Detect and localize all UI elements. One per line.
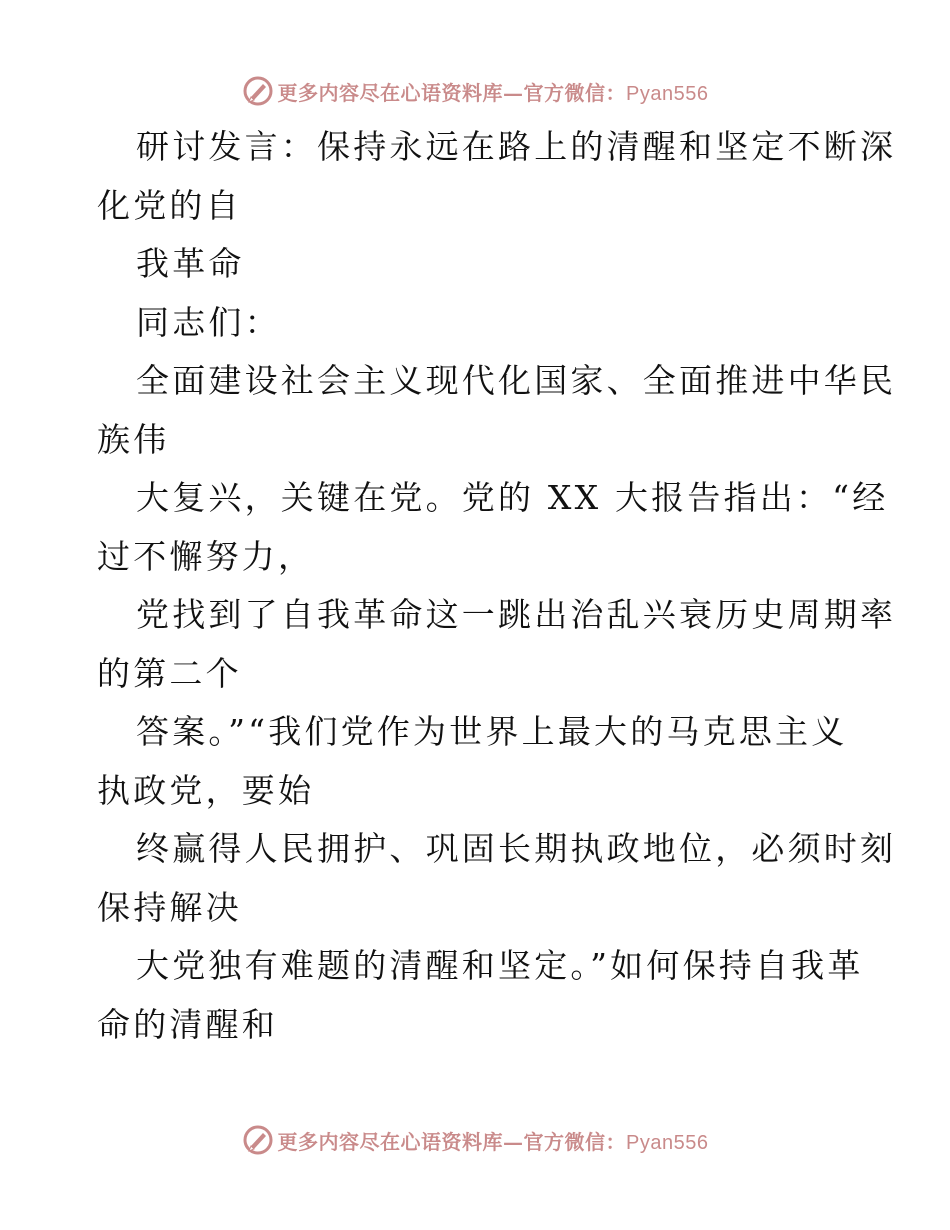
document-body [97,118,897,1054]
watermark-prefix: 更多内容尽在心语资料库—官方微信： [277,80,627,105]
document-line: 执政党，要始 [97,770,315,810]
watermark-handle: Pyan556 [626,1131,709,1154]
header-watermark [0,71,950,111]
watermark-text [278,1126,709,1155]
document-line: 我革命 [136,244,245,283]
pen-logo-icon [242,75,274,107]
document-line: 化党的自 [97,185,242,225]
document-line: 过不懈努力， [97,536,315,576]
watermark-handle: Pyan556 [626,82,709,105]
pen-logo-icon [242,1124,274,1156]
document-line: 保持解决 [97,887,242,927]
document-line: 命的清醒和 [97,1004,278,1044]
document-line: 党找到了自我革命这一跳出治乱兴衰历史周期率 [136,595,897,634]
watermark-text [278,77,709,106]
document-line: 全面建设社会主义现代化国家、全面推进中华民 [136,361,897,400]
document-line: 终赢得人民拥护、巩固长期执政地位，必须时刻 [136,829,897,868]
document-line: 大党独有难题的清醒和坚定。”如何保持自我革 [136,946,864,985]
watermark-prefix: 更多内容尽在心语资料库—官方微信： [277,1129,627,1154]
document-line: 族伟 [97,419,170,459]
document-line: 的第二个 [97,653,242,693]
document-line: 同志们： [136,302,281,342]
document-line: 大复兴，关键在党。党的 XX 大报告指出：“经 [136,478,889,517]
document-line: 答案。”“我们党作为世界上最大的马克思主义 [136,712,848,751]
footer-watermark [0,1120,950,1160]
document-line: 研讨发言：保持永远在路上的清醒和坚定不断深 [136,127,897,166]
